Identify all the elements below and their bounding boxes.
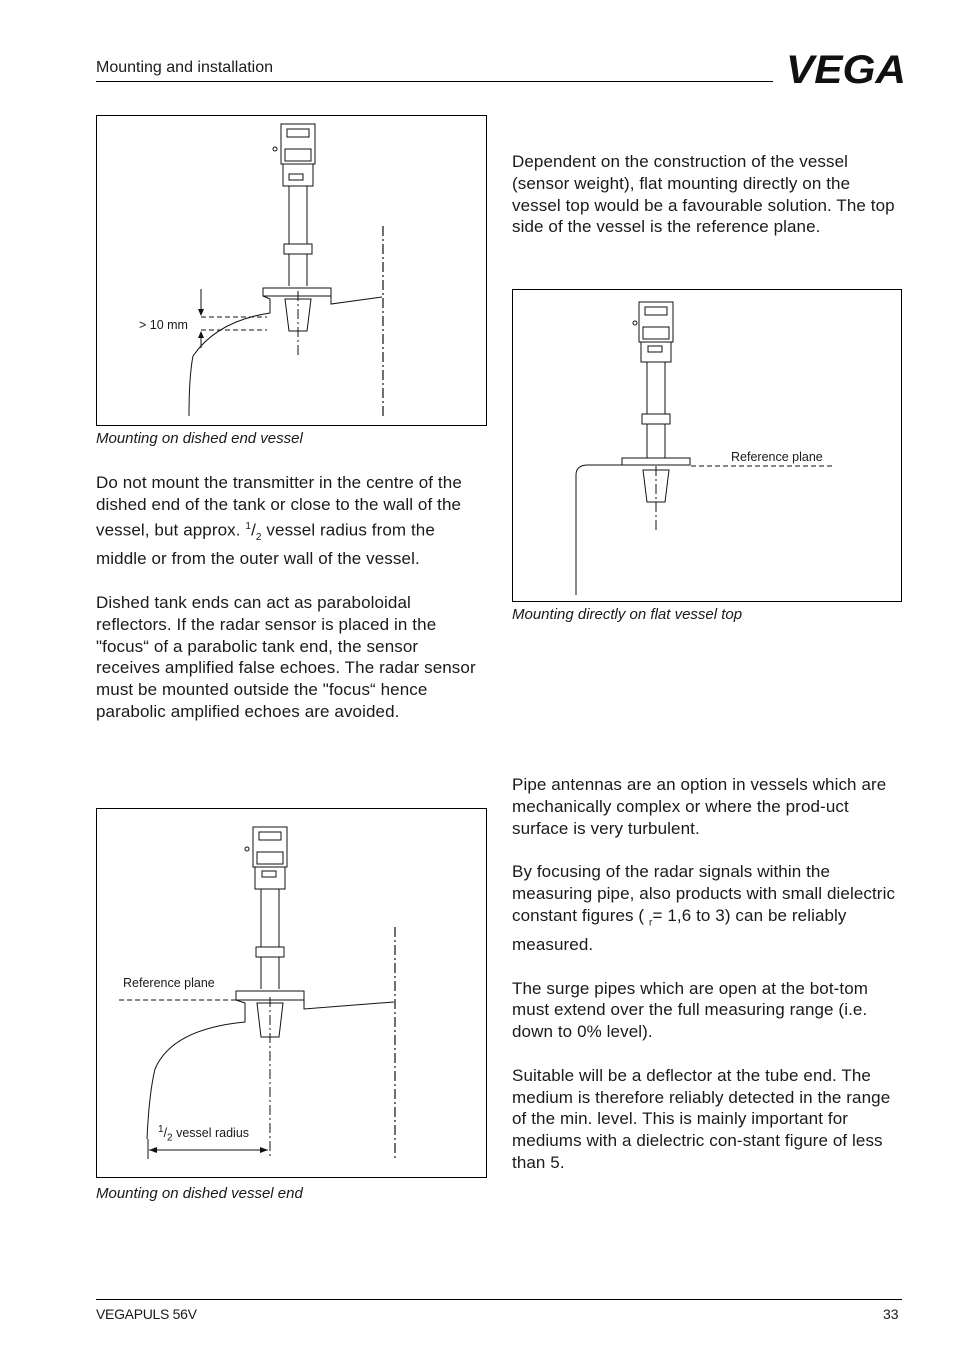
reference-plane-label: Reference plane <box>123 976 215 990</box>
section-title: Mounting and installation <box>96 59 274 76</box>
figure-caption: Mounting directly on flat vessel top <box>512 606 743 623</box>
vega-logo <box>786 50 908 86</box>
text-block-left <box>96 472 486 723</box>
text-block-pipe-antennas <box>512 774 902 1174</box>
paragraph-mounting-position: Do not mount the transmitter in the centre of the dished end of the tank or close to the wall of the vessel, but approx. $^1/_2$ vessel radius from the middle or from the outer wall of the vessel. <box>96 473 462 569</box>
figure-caption: Mounting on dished vessel end <box>96 1185 303 1202</box>
paragraph-focusing: By focusing of the radar signals within the measuring pipe, also products with small dielectric constant figures ( $_r$= 1,6 to 3) can be reliably measured. <box>512 862 896 954</box>
vessel-radius-label: $^1/_2$ vessel radius <box>158 1124 250 1144</box>
page-number: 33 <box>883 1306 899 1322</box>
footer-divider <box>96 1299 902 1300</box>
header-divider <box>96 81 773 82</box>
dished-vessel-end-diagram <box>97 809 486 1177</box>
dished-end-diagram <box>97 116 486 425</box>
figure-caption: Mounting on dished end vessel <box>96 430 303 447</box>
paragraph-pipe-antennas: Pipe antennas are an option in vessels which are mechanically complex or where the prod-uct surface is very turbulent. <box>512 775 887 838</box>
figure-dished-end-vessel <box>96 115 487 426</box>
reference-plane-label: Reference plane <box>731 450 823 464</box>
text-block-flat-mounting <box>512 151 902 238</box>
figure-dished-vessel-end <box>96 808 487 1178</box>
dimension-label: > 10 mm <box>139 318 188 332</box>
figure-flat-vessel-top <box>512 289 902 602</box>
paragraph-surge-pipes: The surge pipes which are open at the bot-tom must extend over the full measuring range (i.e. down to 0% level). <box>512 978 869 1042</box>
paragraph-paraboloidal: Dished tank ends can act as paraboloidal reflectors. If the radar sensor is placed in the "focus“ of a parabolic tank end, the sensor receives amplified false echoes. The radar sensor must be mounted outside the "focus“ hence parabolic amplified echoes are avoided. <box>96 593 476 722</box>
flat-top-diagram <box>513 290 901 601</box>
logo-text: VEGA <box>786 50 906 86</box>
paragraph-flat-mounting: Dependent on the construction of the vessel (sensor weight), flat mounting directly on the vessel top would be a favourable solution. The top side of the vessel is the reference plane. <box>512 152 895 237</box>
footer-product-name: VEGAPULS 56V <box>96 1306 197 1322</box>
paragraph-deflector: Suitable will be a deflector at the tube end. The medium is therefore reliably detected in the range of the min. level. This is mainly important for mediums with a dielectric con-stant figure of less than 5. <box>512 1065 891 1172</box>
